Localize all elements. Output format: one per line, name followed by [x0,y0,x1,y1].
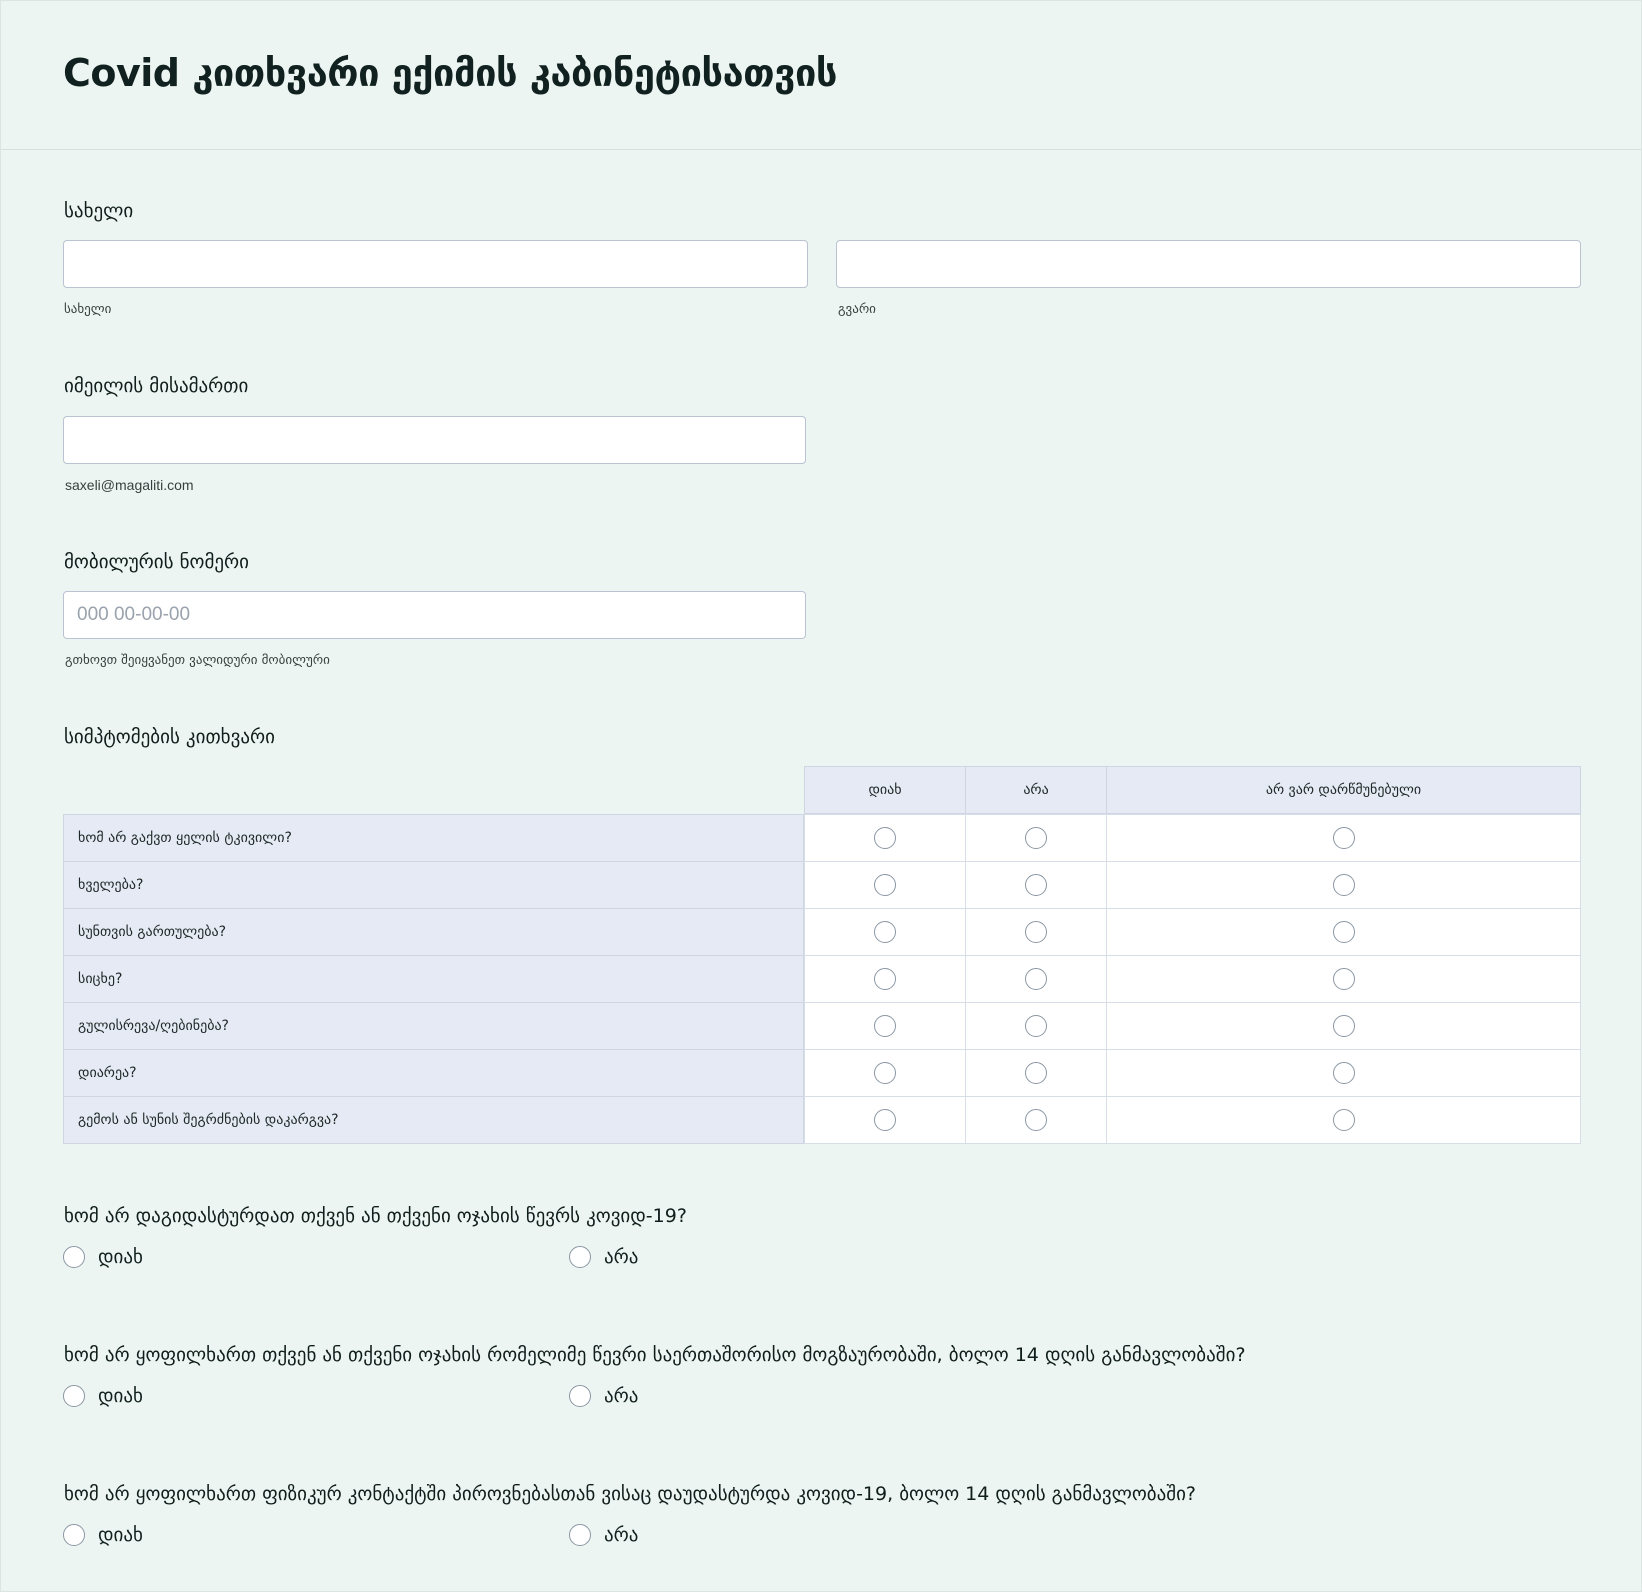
name-label: სახელი [64,200,134,222]
matrix-row-label: გულისრევა/ღებინება? [63,1002,804,1050]
matrix-cell [1106,1049,1581,1097]
option-label: არა [604,1246,639,1268]
email-label: იმეილის მისამართი [64,375,249,397]
radio-button[interactable] [63,1385,85,1407]
question-covid-confirmed: ხომ არ დაგიდასტურდათ თქვენ ან თქვენი ოჯახის წევრს კოვიდ-19? [64,1205,687,1227]
matrix-cell [804,861,966,909]
q2-option-no[interactable] [569,1385,638,1407]
matrix-cell [804,1049,966,1097]
email-sublabel: saxeli@magaliti.com [65,477,194,493]
q2-option-yes[interactable] [63,1385,143,1407]
matrix-row-taste-smell [63,1096,1581,1144]
matrix-row-breathing [63,908,1581,956]
matrix-cell [965,1096,1107,1144]
matrix-row-nausea [63,1002,1581,1050]
matrix-row-label: ხველება? [63,861,804,909]
option-label: დიახ [98,1385,143,1407]
matrix-cell [804,814,966,862]
first-name-sublabel: სახელი [64,302,112,317]
radio-button[interactable] [63,1524,85,1546]
matrix-cell [804,1096,966,1144]
form-header [1,1,1641,150]
matrix-cell [1106,908,1581,956]
radio-unsure[interactable] [1333,921,1355,943]
radio-no[interactable] [1025,1015,1047,1037]
matrix-cell [804,955,966,1003]
question-physical-contact: ხომ არ ყოფილხართ ფიზიკურ კონტაქტში პიროვნებასთან ვისაც დაუდასტურდა კოვიდ-19, ბოლო 14 დღის განმავლობაში? [64,1483,1196,1505]
matrix-cell [1106,861,1581,909]
matrix-row-label: დიარეა? [63,1049,804,1097]
radio-unsure[interactable] [1333,1109,1355,1131]
radio-button[interactable] [569,1246,591,1268]
matrix-cell [1106,814,1581,862]
radio-yes[interactable] [874,874,896,896]
radio-no[interactable] [1025,968,1047,990]
radio-yes[interactable] [874,921,896,943]
matrix-col-unsure: არ ვარ დარწმუნებული [1106,766,1581,814]
matrix-row-label: გემოს ან სუნის შეგრძნების დაკარგვა? [63,1096,804,1144]
option-label: არა [604,1385,639,1407]
matrix-cell [965,1049,1107,1097]
q1-option-no[interactable] [569,1246,638,1268]
radio-unsure[interactable] [1333,968,1355,990]
first-name-input[interactable] [63,240,808,288]
option-label: დიახ [98,1524,143,1546]
radio-no[interactable] [1025,921,1047,943]
radio-yes[interactable] [874,1062,896,1084]
radio-button[interactable] [569,1524,591,1546]
radio-button[interactable] [569,1385,591,1407]
radio-button[interactable] [63,1246,85,1268]
radio-yes[interactable] [874,1015,896,1037]
matrix-cell [965,1002,1107,1050]
radio-unsure[interactable] [1333,874,1355,896]
phone-sublabel: გთხოვთ შეიყვანეთ ვალიდური მობილური [65,653,330,668]
radio-unsure[interactable] [1333,1062,1355,1084]
last-name-input[interactable] [836,240,1581,288]
option-label: დიახ [98,1246,143,1268]
matrix-row-label: სუნთვის გართულება? [63,908,804,956]
symptoms-label: სიმპტომების კითხვარი [64,726,275,748]
phone-label: მობილურის ნომერი [64,551,249,573]
email-input[interactable] [63,416,806,464]
matrix-col-no: არა [965,766,1107,814]
form-title: Covid კითხვარი ექიმის კაბინეტისათვის [63,51,838,95]
radio-no[interactable] [1025,874,1047,896]
matrix-row-fever [63,955,1581,1003]
matrix-row-label: ხომ არ გაქვთ ყელის ტკივილი? [63,814,804,862]
matrix-cell [804,908,966,956]
matrix-cell [965,955,1107,1003]
matrix-cell [965,908,1107,956]
matrix-cell [965,814,1107,862]
q1-option-yes[interactable] [63,1246,143,1268]
radio-unsure[interactable] [1333,827,1355,849]
matrix-col-yes: დიახ [804,766,966,814]
question-international-travel: ხომ არ ყოფილხართ თქვენ ან თქვენი ოჯახის რომელიმე წევრი საერთაშორისო მოგზაურობაში, ბოლო 14 დღის განმავლობაში? [64,1344,1246,1366]
radio-yes[interactable] [874,827,896,849]
phone-input[interactable] [63,591,806,639]
q3-option-yes[interactable] [63,1524,143,1546]
matrix-row-sore-throat [63,814,1581,862]
matrix-row-cough [63,861,1581,909]
matrix-cell [1106,955,1581,1003]
last-name-sublabel: გვარი [838,302,876,317]
q3-option-no[interactable] [569,1524,638,1546]
radio-no[interactable] [1025,1062,1047,1084]
radio-no[interactable] [1025,1109,1047,1131]
radio-unsure[interactable] [1333,1015,1355,1037]
radio-no[interactable] [1025,827,1047,849]
matrix-cell [1106,1002,1581,1050]
matrix-cell [965,861,1107,909]
matrix-cell [1106,1096,1581,1144]
option-label: არა [604,1524,639,1546]
matrix-cell [804,1002,966,1050]
radio-yes[interactable] [874,968,896,990]
matrix-row-diarrhea [63,1049,1581,1097]
matrix-row-label: სიცხე? [63,955,804,1003]
radio-yes[interactable] [874,1109,896,1131]
